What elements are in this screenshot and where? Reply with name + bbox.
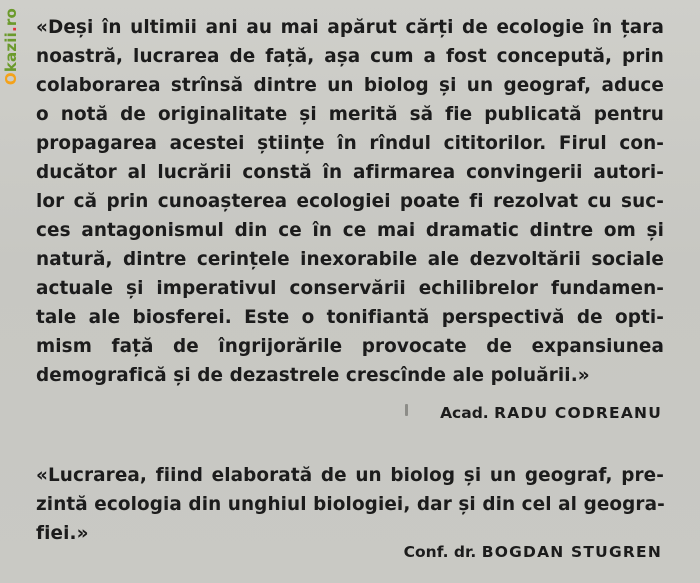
watermark-text: Okazii.ro <box>2 8 20 86</box>
signature-name: RADU CODREANU <box>494 404 662 422</box>
quote-line: tale ale biosferei. Este o tonifiantă perspectivă de opti- <box>36 307 664 328</box>
okazii-watermark <box>2 8 22 118</box>
quote-line: natură, dintre cerințele inexorabile ale dezvoltării sociale <box>36 249 664 270</box>
quote-line: colaborarea strînsă dintre un biolog și un geograf, aduce <box>36 75 664 96</box>
signature-stugren <box>404 542 662 562</box>
print-speck <box>405 404 408 416</box>
quote-line: ducător al lucrării constă în afirmarea convingerii autori- <box>36 162 664 183</box>
signature-name: BOGDAN STUGREN <box>481 543 662 561</box>
signature-codreanu <box>440 403 662 423</box>
signature-title: Conf. dr. <box>403 543 477 561</box>
quote-line: actuale și imperativul conservării echilibrelor fundamen- <box>36 278 664 299</box>
signature-title: Acad. <box>440 404 489 422</box>
quote-line: o notă de originalitate și merită să fie publicată pentru <box>36 104 664 125</box>
quote-line: fiei.» <box>36 523 89 544</box>
quote-line: zintă ecologia din unghiul biologiei, dar și din cel al geogra- <box>36 494 665 515</box>
quote-line: demografică și de dezastrele crescînde ale poluării.» <box>36 365 590 386</box>
quote-line: lor că prin cunoașterea ecologiei poate fi rezolvat cu suc- <box>36 191 664 212</box>
quote-line: noastră, lucrarea de față, așa cum a fost concepută, prin <box>36 46 664 67</box>
quote-line: propagarea acestei științe în rîndul cititorilor. Firul con- <box>36 133 664 154</box>
quote-line: «Deși în ultimii ani au mai apărut cărți de ecologie în țara <box>36 17 664 38</box>
quote-line: mism față de îngrijorările provocate de expansiunea <box>36 336 664 357</box>
quote-line: ces antagonismul din ce în ce mai dramatic dintre om și <box>36 220 664 241</box>
quote-line: «Lucrarea, fiind elaborată de un biolog și un geograf, pre- <box>36 465 664 486</box>
